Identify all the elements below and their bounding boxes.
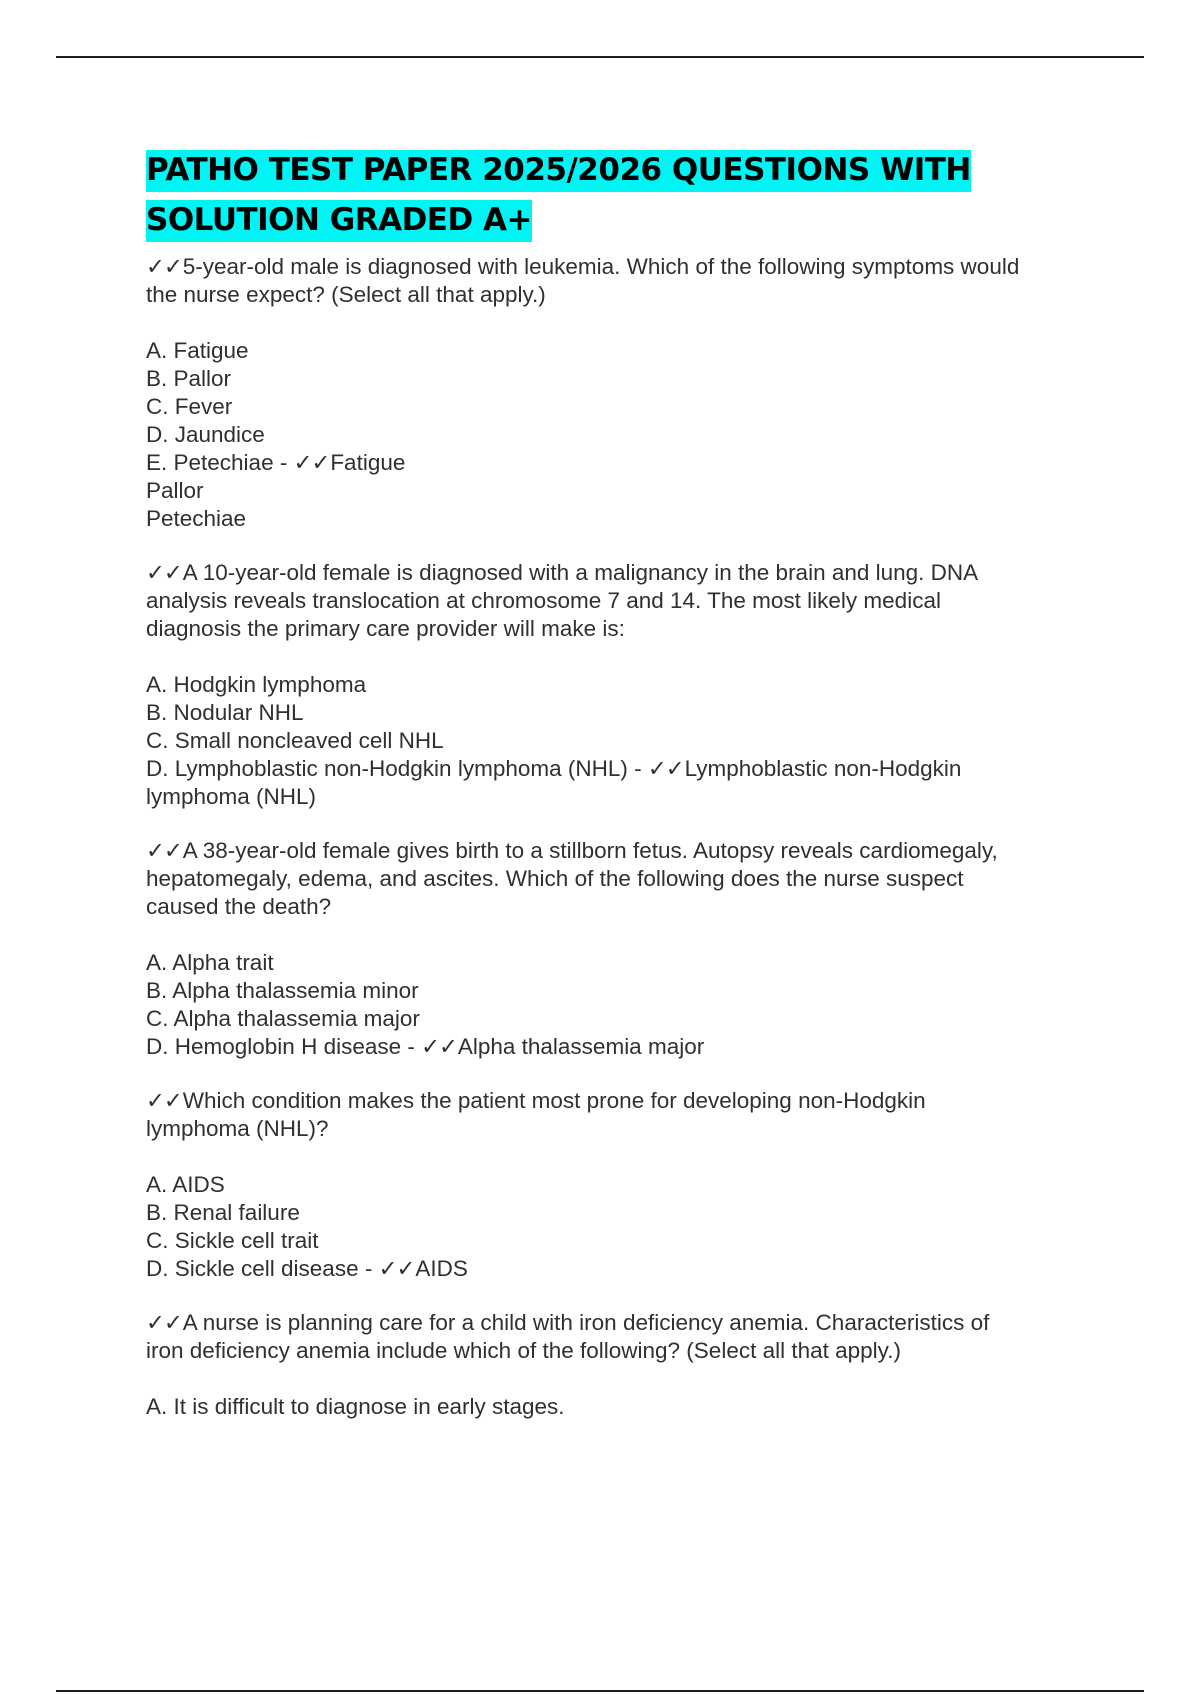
check-icon: ✓✓ xyxy=(146,254,182,279)
answer-option: B. Nodular NHL xyxy=(146,700,304,725)
correct-answer: Petechiae xyxy=(146,506,247,531)
question-stem: lymphoma (NHL)? xyxy=(146,1116,329,1141)
check-icon: ✓✓ xyxy=(647,756,684,781)
question-stem xyxy=(146,253,1106,281)
check-icon: ✓✓ xyxy=(146,838,182,863)
stem-text: Which condition makes the patient most prone for developing non-Hodgkin xyxy=(182,1088,926,1113)
stem-text: A 38-year-old female gives birth to a stillborn fetus. Autopsy reveals cardiomegaly, xyxy=(182,838,998,863)
document-title xyxy=(146,145,1106,245)
spacer xyxy=(146,1143,1106,1171)
answer-option xyxy=(146,1033,1106,1061)
check-icon: ✓✓ xyxy=(146,1310,182,1335)
option-text: E. Petechiae - xyxy=(146,450,294,475)
correct-answer: AIDS xyxy=(415,1256,468,1281)
question-block xyxy=(146,253,1106,533)
answer-option: A. Hodgkin lymphoma xyxy=(146,672,367,697)
correct-answer: lymphoma (NHL) xyxy=(146,784,317,809)
answer-option: B. Renal failure xyxy=(146,1200,300,1225)
option-text: D. Hemoglobin H disease - xyxy=(146,1034,422,1059)
question-stem xyxy=(146,559,1106,587)
option-text: D. Lymphoblastic non-Hodgkin lymphoma (NHL) - xyxy=(146,756,648,781)
question-stem xyxy=(146,1087,1106,1115)
spacer xyxy=(146,643,1106,671)
answer-option: C. Alpha thalassemia major xyxy=(146,1006,420,1031)
answer-option xyxy=(146,755,1106,783)
stem-text: A nurse is planning care for a child with iron deficiency anemia. Characteristics of xyxy=(182,1310,990,1335)
correct-answer: Pallor xyxy=(146,478,204,503)
question-block xyxy=(146,837,1106,1061)
correct-answer: Alpha thalassemia major xyxy=(457,1034,705,1059)
spacer xyxy=(146,1365,1106,1393)
answer-option: C. Fever xyxy=(146,394,233,419)
question-block xyxy=(146,1087,1106,1283)
answer-option: C. Small noncleaved cell NHL xyxy=(146,728,444,753)
stem-text: A 10-year-old female is diagnosed with a malignancy in the brain and lung. DNA xyxy=(182,560,979,585)
answer-option: C. Sickle cell trait xyxy=(146,1228,319,1253)
question-stem xyxy=(146,837,1106,865)
question-stem xyxy=(146,1309,1106,1337)
check-icon: ✓✓ xyxy=(146,1088,182,1113)
answer-option xyxy=(146,1255,1106,1283)
question-block xyxy=(146,559,1106,811)
answer-option: B. Pallor xyxy=(146,366,232,391)
correct-answer: Fatigue xyxy=(330,450,406,475)
option-text: D. Sickle cell disease - xyxy=(146,1256,379,1281)
bottom-rule xyxy=(56,1690,1144,1692)
answer-option: B. Alpha thalassemia minor xyxy=(146,978,419,1003)
answer-option: D. Jaundice xyxy=(146,422,265,447)
check-icon: ✓✓ xyxy=(293,450,330,475)
check-icon: ✓✓ xyxy=(146,560,182,585)
question-stem: analysis reveals translocation at chromosome 7 and 14. The most likely medical xyxy=(146,588,941,613)
answer-option: A. AIDS xyxy=(146,1172,225,1197)
question-stem: iron deficiency anemia include which of the following? (Select all that apply.) xyxy=(146,1338,901,1363)
question-stem: caused the death? xyxy=(146,894,332,919)
document-body xyxy=(146,145,1106,1447)
spacer xyxy=(146,309,1106,337)
check-icon: ✓✓ xyxy=(421,1034,457,1059)
question-stem: the nurse expect? (Select all that apply.) xyxy=(146,282,546,307)
stem-text: 5-year-old male is diagnosed with leukemia. Which of the following symptoms would xyxy=(182,254,1020,279)
answer-option xyxy=(146,449,1106,477)
question-stem: hepatomegaly, edema, and ascites. Which of the following does the nurse suspect xyxy=(146,866,964,891)
top-rule xyxy=(56,56,1144,58)
title-highlight: PATHO TEST PAPER 2025/2026 QUESTIONS WITH SOLUTION GRADED A+ xyxy=(146,150,971,242)
answer-option: A. It is difficult to diagnose in early stages. xyxy=(146,1394,565,1419)
check-icon: ✓✓ xyxy=(378,1256,415,1281)
question-block xyxy=(146,1309,1106,1421)
question-stem: diagnosis the primary care provider will make is: xyxy=(146,616,625,641)
answer-option: A. Alpha trait xyxy=(146,950,274,975)
answer-option: A. Fatigue xyxy=(146,338,249,363)
correct-answer: Lymphoblastic non-Hodgkin xyxy=(684,756,962,781)
spacer xyxy=(146,921,1106,949)
